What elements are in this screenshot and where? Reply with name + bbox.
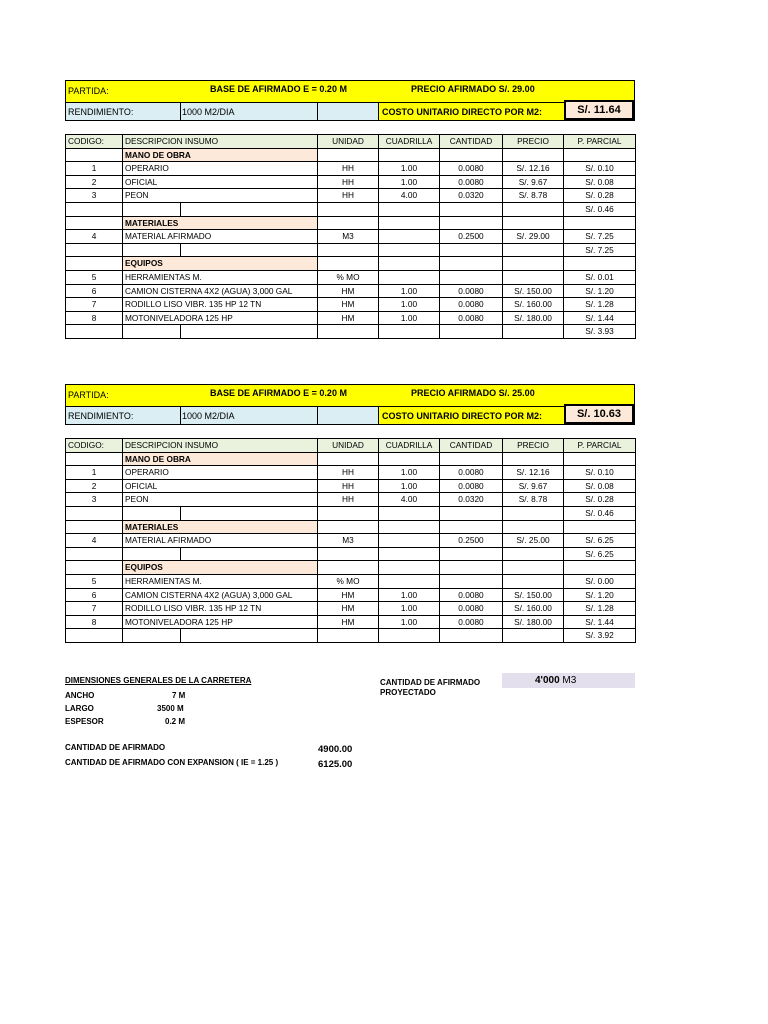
cell-cantidad: 0.0080 (440, 615, 503, 629)
table-row (66, 534, 636, 548)
table-row (66, 162, 636, 176)
rendimiento-value: 1000 M2/DIA (182, 411, 235, 421)
cell-cantidad: 0.0080 (440, 298, 503, 312)
cell-cuadrilla: 1.00 (379, 602, 440, 616)
header-cuadrilla: CUADRILLA (379, 135, 440, 149)
cell-desc: CAMION CISTERNA 4X2 (AGUA) 3,000 GAL (123, 284, 318, 298)
cell-desc: PEON (123, 189, 318, 203)
section-row (66, 561, 636, 575)
table-row (66, 615, 636, 629)
table-row (66, 479, 636, 493)
cell-unit: HH (318, 175, 379, 189)
cell-precio: S/. 12.16 (503, 162, 564, 176)
cell-cantidad: 0.0080 (440, 602, 503, 616)
cell-cantidad (440, 270, 503, 284)
partida-name: BASE DE AFIRMADO E = 0.20 M (210, 84, 347, 94)
cell-parcial: S/. 1.20 (564, 588, 636, 602)
cell-unit: HM (318, 602, 379, 616)
cell-unit: M3 (318, 230, 379, 244)
costo-unitario-value: S/. 11.64 (564, 100, 634, 120)
header-cantidad: CANTIDAD (440, 439, 503, 453)
espesor-label: ESPESOR (65, 717, 104, 726)
cell-desc: CAMION CISTERNA 4X2 (AGUA) 3,000 GAL (123, 588, 318, 602)
cell-cuadrilla (379, 230, 440, 244)
cell-precio: S/. 8.78 (503, 189, 564, 203)
cantidad-proyectado-unit: M3 (562, 675, 577, 686)
section-mano-obra: MANO DE OBRA (123, 148, 318, 162)
cell-desc: OPERARIO (123, 466, 318, 480)
cell-precio: S/. 9.67 (503, 175, 564, 189)
cell-cantidad: 0.2500 (440, 230, 503, 244)
subtotal-row (66, 202, 636, 216)
cantidad-proyectado-label-2: PROYECTADO (380, 688, 436, 697)
table-row (66, 493, 636, 507)
subtotal-materiales: S/. 7.25 (564, 243, 636, 257)
cell-cantidad: 0.0080 (440, 588, 503, 602)
section-equipos: EQUIPOS (123, 257, 318, 271)
cell-code: 6 (66, 284, 123, 298)
cell-cuadrilla: 1.00 (379, 284, 440, 298)
cell-cantidad: 0.0320 (440, 493, 503, 507)
cantidad-afirmado-label: CANTIDAD DE AFIRMADO (65, 743, 166, 752)
table-header (66, 439, 636, 453)
header-unidad: UNIDAD (318, 135, 379, 149)
cell-code: 7 (66, 298, 123, 312)
cell-parcial: S/. 0.01 (564, 270, 636, 284)
header-parcial: P. PARCIAL (564, 439, 636, 453)
cell-parcial: S/. 1.44 (564, 311, 636, 325)
cell-parcial: S/. 0.28 (564, 493, 636, 507)
cell-parcial: S/. 0.10 (564, 162, 636, 176)
section-materiales: MATERIALES (123, 520, 318, 534)
cell-unit: % MO (318, 574, 379, 588)
table-row (66, 298, 636, 312)
subtotal-row (66, 325, 636, 339)
partida-header (65, 80, 635, 102)
cantidad-proyectado-value: 4'000 (535, 675, 560, 686)
ancho-value: 7 M (172, 691, 186, 700)
table-row (66, 466, 636, 480)
table-row (66, 311, 636, 325)
subtotal-mano-obra: S/. 0.46 (564, 202, 636, 216)
table-row (66, 574, 636, 588)
cell-precio: S/. 160.00 (503, 298, 564, 312)
subtotal-row (66, 243, 636, 257)
cell-code: 8 (66, 615, 123, 629)
precio-afirmado: PRECIO AFIRMADO S/. 29.00 (411, 84, 535, 94)
cell-unit: HM (318, 615, 379, 629)
cantidad-expansion-value: 6125.00 (318, 759, 353, 770)
header-descripcion: DESCRIPCION INSUMO (123, 135, 318, 149)
cell-unit: HH (318, 189, 379, 203)
cell-cantidad: 0.0080 (440, 479, 503, 493)
cell-cuadrilla: 1.00 (379, 479, 440, 493)
cell-cantidad: 0.0080 (440, 284, 503, 298)
rendimiento-label: RENDIMIENTO: (68, 411, 134, 421)
header-unidad: UNIDAD (318, 439, 379, 453)
cell-code: 6 (66, 588, 123, 602)
cell-desc: HERRAMIENTAS M. (123, 270, 318, 284)
section-row (66, 520, 636, 534)
cell-desc: MATERIAL AFIRMADO (123, 534, 318, 548)
insumos-table (65, 438, 636, 643)
apu-block-1 (65, 80, 635, 339)
cell-unit: HH (318, 479, 379, 493)
rendimiento-label: RENDIMIENTO: (68, 107, 134, 117)
subtotal-row (66, 629, 636, 643)
section-row (66, 452, 636, 466)
cell-precio: S/. 25.00 (503, 534, 564, 548)
subtotal-materiales: S/. 6.25 (564, 547, 636, 561)
cell-unit: HM (318, 298, 379, 312)
header-precio: PRECIO (503, 439, 564, 453)
cell-parcial: S/. 1.44 (564, 615, 636, 629)
cell-parcial: S/. 0.28 (564, 189, 636, 203)
costo-unitario-label: COSTO UNITARIO DIRECTO POR M2: (382, 411, 543, 421)
cell-parcial: S/. 0.00 (564, 574, 636, 588)
header-descripcion: DESCRIPCION INSUMO (123, 439, 318, 453)
partida-name: BASE DE AFIRMADO E = 0.20 M (210, 388, 347, 398)
table-row (66, 230, 636, 244)
cell-cantidad: 0.0080 (440, 466, 503, 480)
apu-block-2 (65, 384, 635, 643)
cell-precio: S/. 8.78 (503, 493, 564, 507)
cell-desc: OFICIAL (123, 479, 318, 493)
cell-unit: HH (318, 466, 379, 480)
cell-precio: S/. 12.16 (503, 466, 564, 480)
section-mano-obra: MANO DE OBRA (123, 452, 318, 466)
cell-cuadrilla (379, 574, 440, 588)
header-cuadrilla: CUADRILLA (379, 439, 440, 453)
cell-cantidad: 0.2500 (440, 534, 503, 548)
cell-cuadrilla: 1.00 (379, 466, 440, 480)
precio-afirmado: PRECIO AFIRMADO S/. 25.00 (411, 388, 535, 398)
cell-code: 5 (66, 270, 123, 284)
costo-unitario-label: COSTO UNITARIO DIRECTO POR M2: (382, 107, 543, 117)
cell-unit: HM (318, 311, 379, 325)
cell-cuadrilla: 4.00 (379, 189, 440, 203)
cell-desc: RODILLO LISO VIBR. 135 HP 12 TN (123, 602, 318, 616)
costo-unitario-value: S/. 10.63 (564, 404, 634, 424)
cell-unit: HH (318, 162, 379, 176)
cell-unit: HM (318, 284, 379, 298)
cell-code: 4 (66, 534, 123, 548)
subtotal-equipos: S/. 3.92 (564, 629, 636, 643)
cell-precio (503, 270, 564, 284)
table-row (66, 602, 636, 616)
cell-unit: HH (318, 493, 379, 507)
subtotal-mano-obra: S/. 0.46 (564, 506, 636, 520)
cell-code: 4 (66, 230, 123, 244)
cell-code: 2 (66, 479, 123, 493)
header-codigo: CODIGO: (66, 439, 123, 453)
subtotal-equipos: S/. 3.93 (564, 325, 636, 339)
table-row (66, 284, 636, 298)
cell-code: 3 (66, 189, 123, 203)
cell-desc: MATERIAL AFIRMADO (123, 230, 318, 244)
cell-precio: S/. 160.00 (503, 602, 564, 616)
insumos-table (65, 134, 636, 339)
table-row (66, 270, 636, 284)
cell-cuadrilla: 1.00 (379, 311, 440, 325)
table-row (66, 588, 636, 602)
cell-cuadrilla (379, 270, 440, 284)
espesor-value: 0.2 M (165, 717, 186, 726)
cell-parcial: S/. 7.25 (564, 230, 636, 244)
dimensiones-title: DIMENSIONES GENERALES DE LA CARRETERA (65, 676, 252, 685)
cell-unit: % MO (318, 270, 379, 284)
header-precio: PRECIO (503, 135, 564, 149)
subtotal-row (66, 547, 636, 561)
cell-desc: OFICIAL (123, 175, 318, 189)
largo-value: 3500 M (157, 704, 184, 713)
header-codigo: CODIGO: (66, 135, 123, 149)
rendimiento-row (65, 102, 635, 121)
cell-cuadrilla: 1.00 (379, 298, 440, 312)
cell-parcial: S/. 0.10 (564, 466, 636, 480)
cell-parcial: S/. 1.28 (564, 298, 636, 312)
rendimiento-row (65, 406, 635, 425)
ancho-label: ANCHO (65, 691, 95, 700)
table-header (66, 135, 636, 149)
section-materiales: MATERIALES (123, 216, 318, 230)
table-row (66, 175, 636, 189)
cell-parcial: S/. 0.08 (564, 479, 636, 493)
header-cantidad: CANTIDAD (440, 135, 503, 149)
section-equipos: EQUIPOS (123, 561, 318, 575)
rendimiento-value: 1000 M2/DIA (182, 107, 235, 117)
cell-precio: S/. 150.00 (503, 284, 564, 298)
cell-parcial: S/. 6.25 (564, 534, 636, 548)
cell-precio: S/. 150.00 (503, 588, 564, 602)
cell-precio (503, 574, 564, 588)
cell-cantidad: 0.0080 (440, 311, 503, 325)
largo-label: LARGO (65, 704, 94, 713)
cell-desc: OPERARIO (123, 162, 318, 176)
cell-code: 2 (66, 175, 123, 189)
cell-cuadrilla: 1.00 (379, 588, 440, 602)
cell-unit: HM (318, 588, 379, 602)
cell-code: 8 (66, 311, 123, 325)
cell-code: 1 (66, 162, 123, 176)
cell-precio: S/. 180.00 (503, 615, 564, 629)
cell-cuadrilla: 4.00 (379, 493, 440, 507)
partida-label: PARTIDA: (68, 86, 109, 96)
cell-desc: MOTONIVELADORA 125 HP (123, 311, 318, 325)
cell-cantidad: 0.0320 (440, 189, 503, 203)
cell-code: 1 (66, 466, 123, 480)
cantidad-afirmado-value: 4900.00 (318, 744, 353, 755)
cell-precio: S/. 9.67 (503, 479, 564, 493)
partida-header (65, 384, 635, 406)
subtotal-row (66, 506, 636, 520)
cell-unit: M3 (318, 534, 379, 548)
cell-precio: S/. 29.00 (503, 230, 564, 244)
cell-cuadrilla: 1.00 (379, 175, 440, 189)
section-row (66, 216, 636, 230)
cantidad-expansion-label: CANTIDAD DE AFIRMADO CON EXPANSION ( IE = 1.25 ) (65, 758, 279, 767)
cell-precio: S/. 180.00 (503, 311, 564, 325)
cell-parcial: S/. 1.28 (564, 602, 636, 616)
cell-code: 3 (66, 493, 123, 507)
section-row (66, 148, 636, 162)
cantidad-proyectado-box (502, 673, 635, 688)
cell-desc: RODILLO LISO VIBR. 135 HP 12 TN (123, 298, 318, 312)
partida-label: PARTIDA: (68, 390, 109, 400)
cell-parcial: S/. 0.08 (564, 175, 636, 189)
cell-cuadrilla (379, 534, 440, 548)
cell-cuadrilla: 1.00 (379, 162, 440, 176)
cell-desc: PEON (123, 493, 318, 507)
cell-desc: HERRAMIENTAS M. (123, 574, 318, 588)
cell-cantidad (440, 574, 503, 588)
table-row (66, 189, 636, 203)
cell-desc: MOTONIVELADORA 125 HP (123, 615, 318, 629)
cell-parcial: S/. 1.20 (564, 284, 636, 298)
header-parcial: P. PARCIAL (564, 135, 636, 149)
section-row (66, 257, 636, 271)
cell-cuadrilla: 1.00 (379, 615, 440, 629)
cell-cantidad: 0.0080 (440, 162, 503, 176)
cantidad-proyectado-label-1: CANTIDAD DE AFIRMADO (380, 678, 481, 687)
cell-code: 7 (66, 602, 123, 616)
cell-code: 5 (66, 574, 123, 588)
cell-cantidad: 0.0080 (440, 175, 503, 189)
